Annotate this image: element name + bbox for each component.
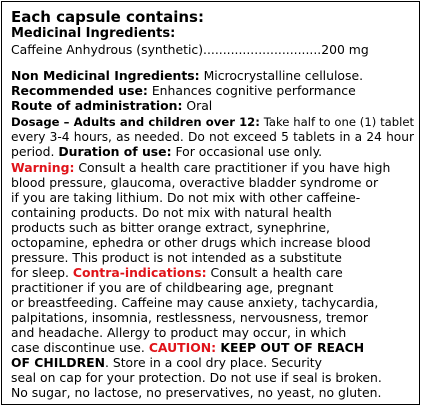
supplement-facts-label [1, 1, 420, 405]
contra-label: Contra-indications: [72, 265, 207, 280]
caffeine-ingredient-line: Caffeine Anhydrous (synthetic)..............................200 mg [11, 42, 369, 57]
contra-text-6: case discontinue use. [11, 340, 149, 355]
route-value: Oral [182, 98, 213, 113]
dosage-line-1 [11, 114, 414, 130]
label-title: Each capsule contains: [11, 8, 204, 26]
contra-line-4: palpitations, insomnia, restlessness, nervousness, tremor [11, 310, 368, 325]
dosage-text-1: Take half to one (1) tablet [259, 115, 414, 129]
non-medicinal-label: Non Medicinal Ingredients: [11, 68, 200, 83]
warning-text-1: Consult a health care practitioner if you have high [74, 160, 391, 175]
warning-line-3: if you are taking lithium. Do not mix with other caffeine- [11, 190, 361, 205]
caution-line-1 [11, 340, 364, 356]
warning-line-4: containing products. Do not mix with natural health [11, 205, 332, 220]
warning-line-6: octopamine, ephedra or other drugs which increase blood [11, 235, 371, 250]
route-line [11, 98, 212, 114]
warning-line-2: blood pressure, glaucoma, overactive bladder syndrome or [11, 175, 379, 190]
contra-line-1 [11, 265, 343, 281]
warning-label: Warning: [11, 160, 75, 175]
medicinal-ingredients-heading: Medicinal Ingredients: [11, 26, 176, 41]
caution-line-2 [11, 355, 322, 371]
recommended-use-line [11, 83, 356, 99]
non-medicinal-value: Microcrystalline cellulose. [199, 68, 364, 83]
caution-line-4: No sugar, no lactose, no preservatives, no yeast, no gluten. [11, 385, 382, 400]
dosage-text-3: period. [11, 144, 59, 159]
caution-line-3: seal on cap for your protection. Do not use if seal is broken. [11, 370, 382, 385]
contra-line-3: or breastfeeding. Caffeine may cause anxiety, tachycardia, [11, 295, 379, 310]
contra-line-2: practitioner if you are of childbearing age, pregnant [11, 280, 334, 295]
warning-line-1 [11, 160, 390, 176]
warning-text-8: for sleep. [11, 265, 73, 280]
warning-line-5: products such as bitter orange extract, synephrine, [11, 220, 330, 235]
recommended-use-value: Enhances cognitive performance [147, 83, 356, 98]
recommended-use-label: Recommended use: [11, 83, 148, 98]
keep-out-of-reach-text: KEEP OUT OF REACH [216, 340, 365, 355]
dosage-line-2: every 3-4 hours, as needed. Do not exceed 5 tablets in a 24 hour [11, 130, 414, 144]
non-medicinal-line [11, 68, 363, 84]
caution-label: CAUTION: [148, 340, 217, 355]
dosage-line-3 [11, 144, 322, 160]
contra-line-5: and headache. Allergy to product may occur, in which [11, 325, 347, 340]
duration-value: For occasional use only. [171, 144, 323, 159]
contra-text-1: Consult a health care [206, 265, 343, 280]
of-children-text: OF CHILDREN [11, 355, 105, 370]
storage-text: . Store in a cool dry place. Security [104, 355, 322, 370]
duration-label: Duration of use: [58, 144, 172, 159]
dosage-label: Dosage – Adults and children over 12: [11, 115, 260, 129]
warning-line-7: pressure. This product is not intended as a substitute [11, 250, 342, 265]
route-label: Route of administration: [11, 98, 183, 113]
